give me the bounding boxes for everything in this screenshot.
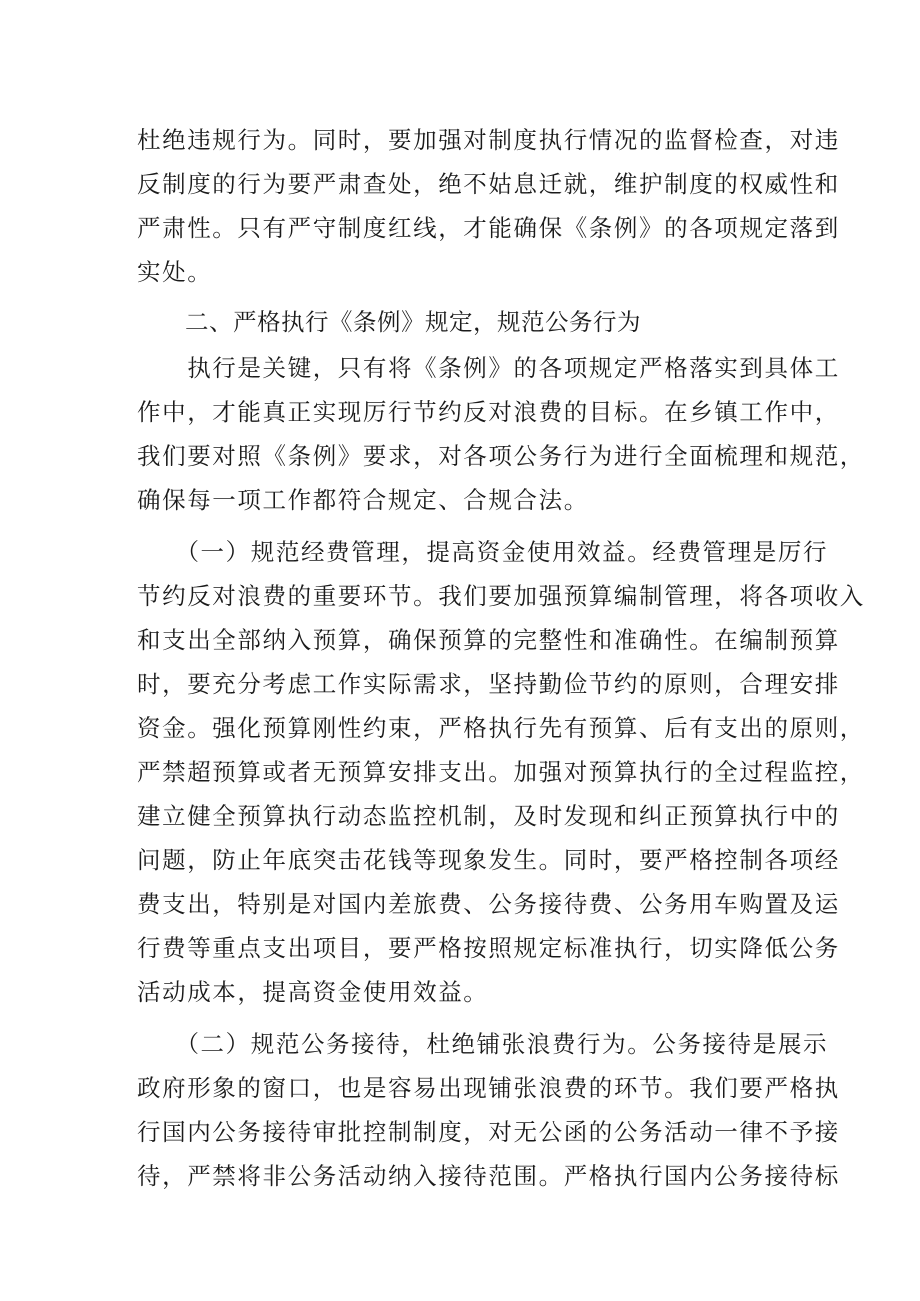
- text-line: 和支出全部纳入预算，确保预算的完整性和准确性。在编制预算: [137, 626, 840, 654]
- text-line: （二）规范公务接待，杜绝铺张浪费行为。公务接待是展示: [137, 1030, 829, 1058]
- paragraph-4: [137, 1022, 840, 1198]
- text-line: 行国内公务接待审批控制制度，对无公函的公务活动一律不予接: [137, 1118, 840, 1146]
- text-line: 待，严禁将非公务活动纳入接待范围。严格执行国内公务接待标: [137, 1162, 840, 1190]
- text-line: 费支出，特别是对国内差旅费、公务接待费、公务用车购置及运: [137, 890, 840, 918]
- text-line: （一）规范经费管理，提高资金使用效益。经费管理是厉行: [137, 538, 829, 566]
- text-line: 确保每一项工作都符合规定、合规合法。: [137, 486, 589, 514]
- text-line: 问题，防止年底突击花钱等现象发生。同时，要严格控制各项经: [137, 846, 840, 874]
- paragraph-1: [137, 118, 840, 294]
- text-line: 作中，才能真正实现厉行节约反对浪费的目标。在乡镇工作中，: [137, 398, 840, 426]
- text-line: 杜绝违规行为。同时，要加强对制度执行情况的监督检查，对违: [137, 126, 840, 154]
- paragraph-3: [137, 530, 865, 1014]
- text-line: 活动成本，提高资金使用效益。: [137, 978, 489, 1006]
- text-line: 节约反对浪费的重要环节。我们要加强预算编制管理，将各项收入: [137, 582, 865, 610]
- text-line: 严肃性。只有严守制度红线，才能确保《条例》的各项规定落到: [137, 214, 840, 242]
- text-line: 执行是关键，只有将《条例》的各项规定严格落实到具体工: [137, 354, 840, 382]
- document-page: [137, 118, 865, 1198]
- section-heading: 二、严格执行《条例》规定，规范公务行为: [185, 308, 641, 336]
- text-line: 我们要对照《条例》要求，对各项公务行为进行全面梳理和规范，: [137, 442, 865, 470]
- text-line: 严禁超预算或者无预算安排支出。加强对预算执行的全过程监控，: [137, 758, 865, 786]
- text-line: 反制度的行为要严肃查处，绝不姑息迁就，维护制度的权威性和: [137, 170, 840, 198]
- text-line: 资金。强化预算刚性约束，严格执行先有预算、后有支出的原则，: [137, 714, 865, 742]
- text-line: 实处。: [137, 258, 213, 286]
- text-line: 建立健全预算执行动态监控机制，及时发现和纠正预算执行中的: [137, 802, 840, 830]
- text-line: 时，要充分考虑工作实际需求，坚持勤俭节约的原则，合理安排: [137, 670, 840, 698]
- paragraph-2: [137, 346, 865, 522]
- text-line: 行费等重点支出项目，要严格按照规定标准执行，切实降低公务: [137, 934, 840, 962]
- text-line: 政府形象的窗口，也是容易出现铺张浪费的环节。我们要严格执: [137, 1074, 840, 1102]
